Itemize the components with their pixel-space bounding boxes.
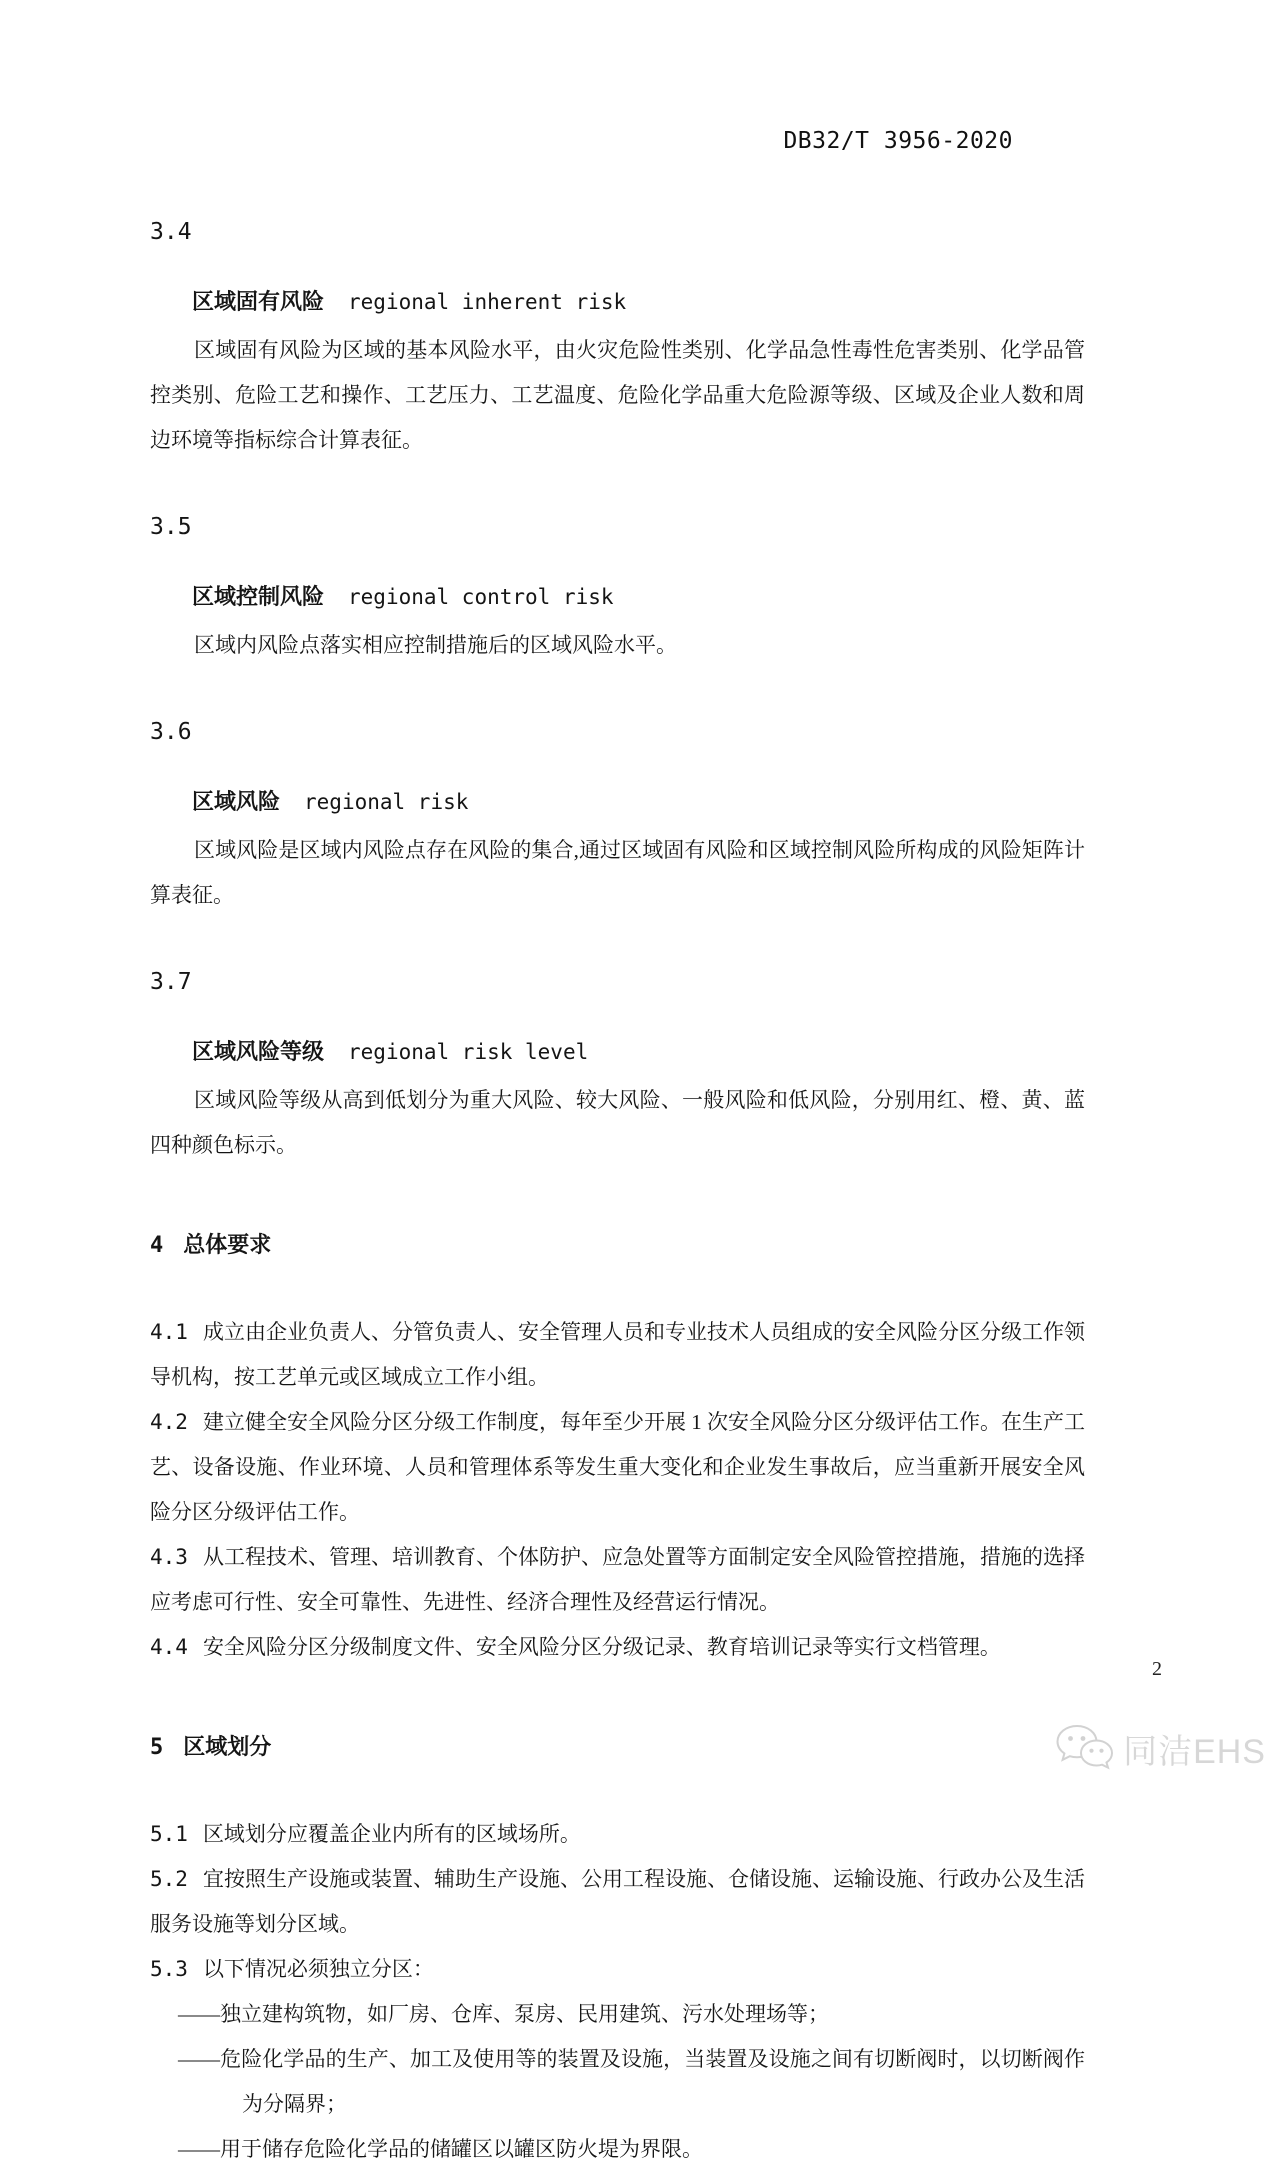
clause-text: 从工程技术、管理、培训教育、个体防护、应急处置等方面制定安全风险管控措施，措施的选择应考虑可行性、安全可靠性、先进性、经济合理性及经营运行情况。 [150,1545,1085,1614]
term-title [150,574,1085,623]
wechat-icon [1053,1722,1115,1774]
clause-text: 以下情况必须独立分区： [202,1957,434,1981]
document-code: DB32/T 3956-2020 [783,128,1013,154]
watermark [1053,1722,1266,1774]
term-section-3-7 [150,960,1085,1168]
page-number: 2 [1152,1658,1162,1680]
term-definition: 区域风险是区域内风险点存在风险的集合,通过区域固有风险和区域控制风险所构成的风险矩阵计算表征。 [150,838,1085,907]
clause-number: 4.2 [150,1410,188,1434]
chapter-number: 5 [150,1735,164,1760]
chapter-title: 区域划分 [183,1734,272,1759]
section-number: 3.5 [150,514,192,540]
term-zh: 区域固有风险 [192,289,325,314]
section-number: 3.4 [150,219,192,245]
term-en: regional inherent risk [348,290,627,314]
term-en: regional risk level [348,1040,589,1064]
term-zh: 区域风险等级 [192,1039,325,1064]
section-number: 3.6 [150,719,192,745]
dash-item-3: ——用于储存危险化学品的储罐区以罐区防火堤为界限。 [178,2137,703,2161]
clause-4-3 [150,1535,1085,1625]
term-en: regional control risk [348,585,614,609]
clause-text: 安全风险分区分级制度文件、安全风险分区分级记录、教育培训记录等实行文档管理。 [202,1635,1001,1659]
clause-text: 成立由企业负责人、分管负责人、安全管理人员和专业技术人员组成的安全风险分区分级工作领导机构，按工艺单元或区域成立工作小组。 [150,1320,1085,1389]
chapter-4-heading [150,1222,1085,1268]
clause-number: 5.1 [150,1822,188,1846]
chapter-title: 总体要求 [183,1232,272,1257]
term-definition: 区域风险等级从高到低划分为重大风险、较大风险、一般风险和低风险，分别用红、橙、黄、蓝四种颜色标示。 [150,1088,1085,1157]
clause-number: 4.1 [150,1320,188,1344]
clause-number: 5.3 [150,1957,188,1981]
clause-text: 建立健全安全风险分区分级工作制度，每年至少开展 1 次安全风险分区分级评估工作。在生产工艺、设备设施、作业环境、人员和管理体系等发生重大变化和企业发生事故后，应当重新开展安全风险分区分级评估工作。 [150,1410,1085,1524]
clause-text: 区域划分应覆盖企业内所有的区域场所。 [202,1822,581,1846]
chapter-4-clauses [150,1310,1085,1670]
chapter-number: 4 [150,1233,164,1258]
term-definition: 区域内风险点落实相应控制措施后的区域风险水平。 [194,633,677,657]
clause-5-2 [150,1857,1085,1947]
term-title [150,279,1085,328]
term-section-3-6 [150,710,1085,918]
page-content [150,0,1085,2172]
clause-4-2 [150,1400,1085,1535]
clause-number: 4.3 [150,1545,188,1569]
chapter-5-clauses [150,1812,1085,2172]
clause-text: 宜按照生产设施或装置、辅助生产设施、公用工程设施、仓储设施、运输设施、行政办公及生活服务设施等划分区域。 [150,1867,1085,1936]
clause-number: 4.4 [150,1635,188,1659]
term-title [150,1029,1085,1078]
term-zh: 区域风险 [192,789,281,814]
dash-item-2: ——危险化学品的生产、加工及使用等的装置及设施，当装置及设施之间有切断阀时，以切断阀作为分隔界； [178,2047,1085,2116]
term-title [150,779,1085,828]
watermark-text: 同洁EHS [1123,1732,1266,1771]
term-section-3-5 [150,505,1085,668]
section-number: 3.7 [150,969,192,995]
clause-number: 5.2 [150,1867,188,1891]
chapter-5-heading [150,1724,1085,1770]
dash-item-1: ——独立建构筑物，如厂房、仓库、泵房、民用建筑、污水处理场等； [178,2002,829,2026]
clause-5-1 [150,1812,1085,1857]
clause-4-1 [150,1310,1085,1400]
term-en: regional risk [304,790,469,814]
term-section-3-4 [150,210,1085,463]
term-definition: 区域固有风险为区域的基本风险水平，由火灾危险性类别、化学品急性毒性危害类别、化学品管控类别、危险工艺和操作、工艺压力、工艺温度、危险化学品重大危险源等级、区域及企业人数和周边环境等指标综合计算表征。 [150,338,1085,452]
term-zh: 区域控制风险 [192,584,325,609]
clause-5-3 [150,1947,1085,1992]
clause-4-4 [150,1625,1085,1670]
